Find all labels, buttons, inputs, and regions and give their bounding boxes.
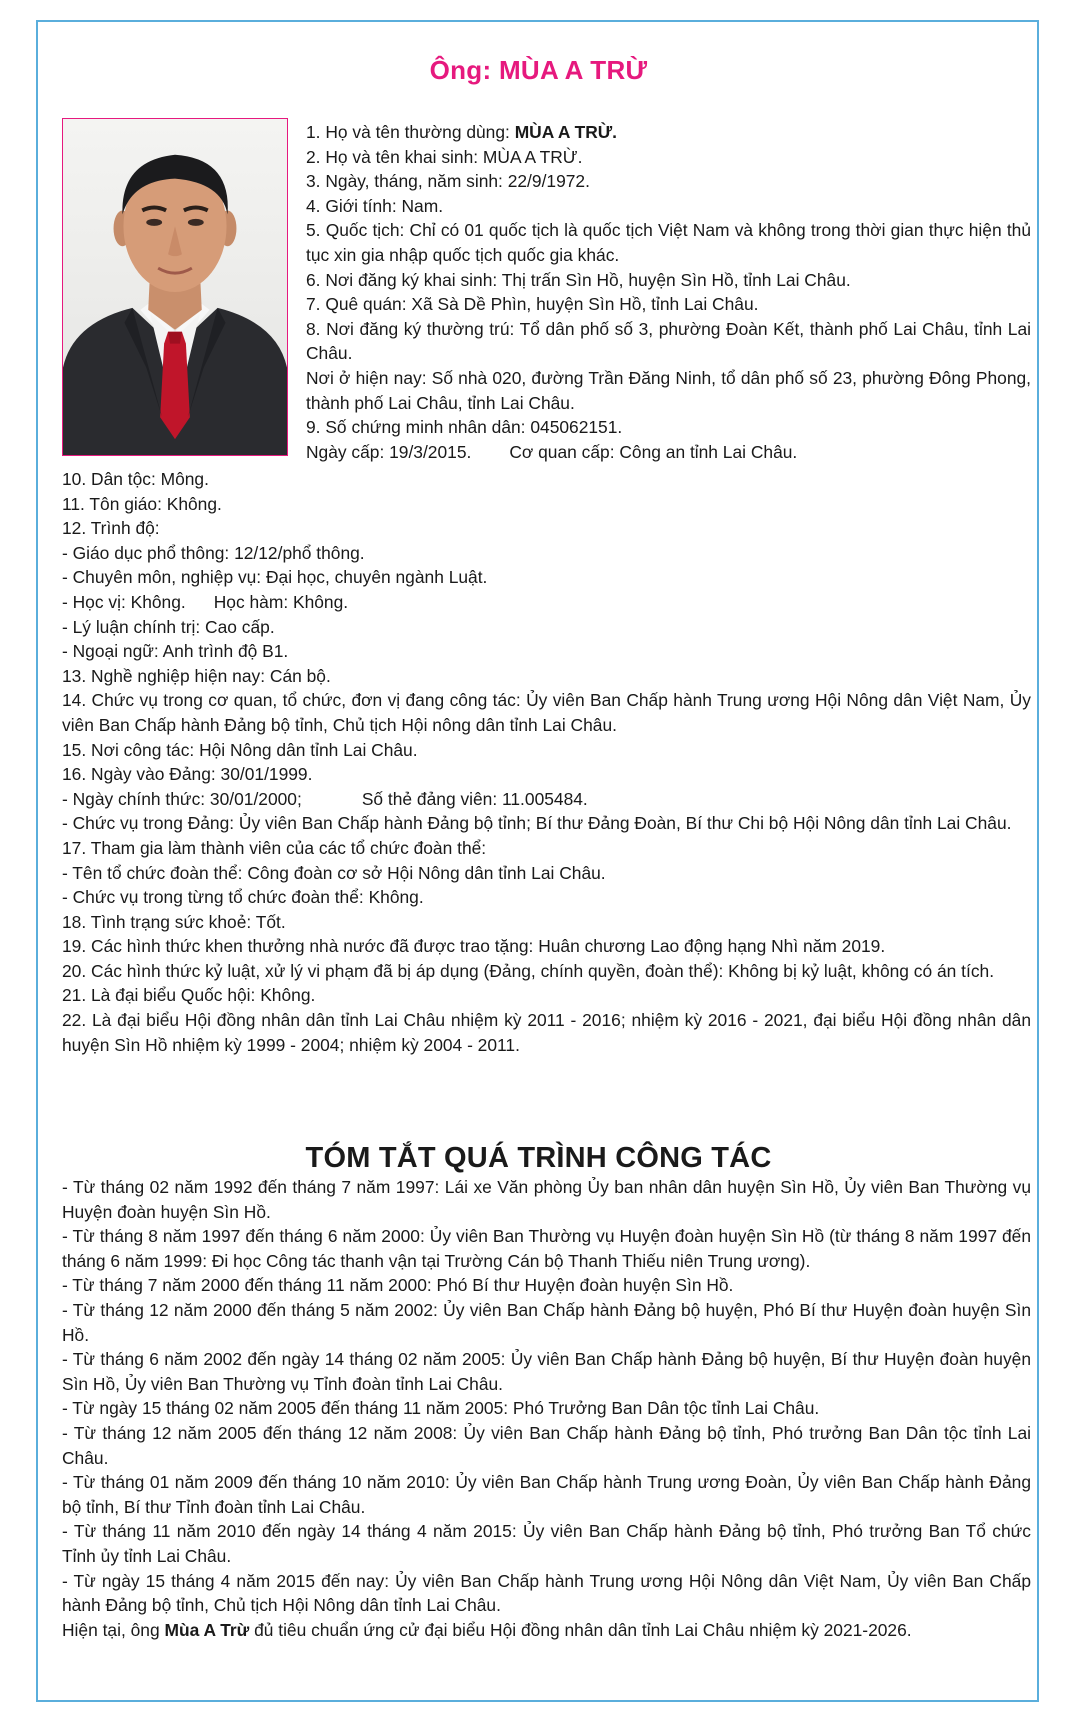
profile-line-12e: - Ngoại ngữ: Anh trình độ B1. [62, 641, 289, 662]
profile-line-17: 17. Tham gia làm thành viên của các tổ chức đoàn thể: [62, 837, 487, 858]
closing-suffix: đủ tiêu chuẩn ứng cử đại biểu Hội đồng nhân dân tỉnh Lai Châu nhiệm kỳ 2021-2026. [249, 1619, 912, 1640]
profile-line-8: 8. Nơi đăng ký thường trú: Tổ dân phố số 3, phường Đoàn Kết, thành phố Lai Châu, tỉnh Lai Châu. [306, 318, 1031, 364]
career-entry: - Từ tháng 01 năm 2009 đến tháng 10 năm 2010: Ủy viên Ban Chấp hành Trung ương Đoàn, Ủy viên Ban Chấp hành Đảng bộ tỉnh, Bí thư Tỉnh đoàn tỉnh Lai Châu. [62, 1472, 1031, 1517]
profile-line-12c [62, 590, 1031, 615]
profile-line-12d: - Lý luận chính trị: Cao cấp. [62, 616, 275, 637]
closing-prefix: Hiện tại, ông [62, 1619, 165, 1640]
profile-line-17b: - Chức vụ trong từng tổ chức đoàn thể: Không. [62, 887, 424, 908]
profile-line-9: 9. Số chứng minh nhân dân: 045062151. [306, 417, 623, 438]
career-entry: - Từ tháng 8 năm 1997 đến tháng 6 năm 2000: Ủy viên Ban Thường vụ Huyện đoàn huyện Sìn Hồ (từ tháng 8 năm 1997 đến tháng 6 năm 1999: Đi học Công tác thanh vận tại Trường Cán bộ Thanh Thiếu niên Trung ương). [62, 1226, 1031, 1271]
profile-line-21: 21. Là đại biểu Quốc hội: Không. [62, 985, 316, 1006]
profile-line-16: 16. Ngày vào Đảng: 30/01/1999. [62, 764, 313, 785]
profile-line-3: 3. Ngày, tháng, năm sinh: 22/9/1972. [306, 171, 590, 192]
profile-line-18: 18. Tình trạng sức khoẻ: Tốt. [62, 911, 286, 932]
profile-line-5: 5. Quốc tịch: Chỉ có 01 quốc tịch là quốc tịch Việt Nam và không trong thời gian thực hiện thủ tục xin gia nhập quốc tịch quốc gia khác. [306, 220, 1031, 265]
profile-line-20: 20. Các hình thức kỷ luật, xử lý vi phạm đã bị áp dụng (Đảng, chính quyền, đoàn thể): Không bị kỷ luật, không có án tích. [62, 960, 995, 981]
profile-line-10: 10. Dân tộc: Mông. [62, 469, 209, 489]
academic-title: Học hàm: Không. [213, 591, 349, 612]
career-entry: - Từ tháng 7 năm 2000 đến tháng 11 năm 2000: Phó Bí thư Huyện đoàn huyện Sìn Hồ. [62, 1275, 734, 1296]
profile-line-2: 2. Họ và tên khai sinh: MÙA A TRỪ. [306, 146, 583, 167]
profile-line-1 [306, 120, 1031, 145]
profile-line-15: 15. Nơi công tác: Hội Nông dân tỉnh Lai Châu. [62, 739, 418, 760]
profile-line-9-issue [306, 440, 1031, 465]
profile-line-13: 13. Nghề nghiệp hiện nay: Cán bộ. [62, 665, 331, 686]
career-entry: - Từ tháng 11 năm 2010 đến ngày 14 tháng 4 năm 2015: Ủy viên Ban Chấp hành Đảng bộ tỉnh, Phó trưởng Ban Tổ chức Tỉnh ủy tỉnh Lai Châu. [62, 1521, 1031, 1566]
career-entry: - Từ tháng 02 năm 1992 đến tháng 7 năm 1997: Lái xe Văn phòng Ủy ban nhân dân huyện Sìn Hồ, Ủy viên Ban Thường vụ Huyện đoàn huyện Sìn Hồ. [62, 1177, 1031, 1222]
profile-line-16a [62, 787, 1031, 812]
closing-name: Mùa A Trừ [164, 1619, 250, 1640]
closing-statement [62, 1618, 1031, 1643]
career-entry: - Từ tháng 12 năm 2005 đến tháng 12 năm 2008: Ủy viên Ban Chấp hành Đảng bộ tỉnh, Phó trưởng Ban Dân tộc tỉnh Lai Châu. [62, 1422, 1031, 1468]
profile-line-12a: - Giáo dục phổ thông: 12/12/phổ thông. [62, 542, 365, 563]
profile-label: 1. Họ và tên thường dùng: [306, 122, 515, 142]
profile-line-4: 4. Giới tính: Nam. [306, 195, 444, 216]
career-entry: - Từ ngày 15 tháng 02 năm 2005 đến tháng 11 năm 2005: Phó Trưởng Ban Dân tộc tỉnh Lai Châu. [62, 1398, 820, 1419]
career-entry: - Từ ngày 15 tháng 4 năm 2015 đến nay: Ủy viên Ban Chấp hành Trung ương Hội Nông dân Việt Nam, Ủy viên Ban Chấp hành Đảng bộ tỉnh, Chủ tịch Hội Nông dân tỉnh Lai Châu. [62, 1570, 1031, 1616]
profile-name: MÙA A TRỪ. [514, 122, 618, 142]
profile-line-8b: Nơi ở hiện nay: Số nhà 020, đường Trần Đăng Ninh, tổ dân phố số 23, phường Đông Phong, thành phố Lai Châu, tỉnh Lai Châu. [306, 367, 1031, 413]
portrait-photo [62, 118, 288, 456]
profile-line-12b: - Chuyên môn, nghiệp vụ: Đại học, chuyên ngành Luật. [62, 567, 488, 588]
profile-line-22: 22. Là đại biểu Hội đồng nhân dân tỉnh Lai Châu nhiệm kỳ 2011 - 2016; nhiệm kỳ 2016 - 2021, đại biểu Hội đồng nhân dân huyện Sìn Hồ nhiệm kỳ 1999 - 2004; nhiệm kỳ 2004 - 2011. [62, 1010, 1031, 1055]
career-entry: - Từ tháng 12 năm 2000 đến tháng 5 năm 2002: Ủy viên Ban Chấp hành Đảng bộ huyện, Phó Bí thư Huyện đoàn huyện Sìn Hồ. [62, 1299, 1031, 1345]
issue-date: Ngày cấp: 19/3/2015. [306, 441, 472, 462]
profile-line-7: 7. Quê quán: Xã Sà Dề Phìn, huyện Sìn Hồ, tỉnh Lai Châu. [306, 294, 759, 315]
profile-line-14: 14. Chức vụ trong cơ quan, tổ chức, đơn vị đang công tác: Ủy viên Ban Chấp hành Trung ương Hội Nông dân Việt Nam, Ủy viên Ban Chấp hành Đảng bộ tỉnh, Chủ tịch Hội nông dân tỉnh Lai Châu. [62, 690, 1031, 735]
degree: - Học vị: Không. [62, 591, 186, 612]
profile-line-17a: - Tên tổ chức đoàn thể: Công đoàn cơ sở Hội Nông dân tỉnh Lai Châu. [62, 862, 606, 883]
page-title: Ông: MÙA A TRỪ [429, 55, 648, 85]
official-date: - Ngày chính thức: 30/01/2000; [62, 788, 302, 809]
career-entry: - Từ tháng 6 năm 2002 đến ngày 14 tháng 02 năm 2005: Ủy viên Ban Chấp hành Đảng bộ huyện, Bí thư Huyện đoàn huyện Sìn Hồ, Ủy viên Ban Thường vụ Tỉnh đoàn tỉnh Lai Châu. [62, 1349, 1031, 1394]
profile-line-12: 12. Trình độ: [62, 518, 160, 539]
career-section-title: TÓM TẮT QUÁ TRÌNH CÔNG TÁC [305, 1142, 772, 1174]
profile-top-section [306, 120, 1031, 464]
party-card-number: Số thẻ đảng viên: 11.005484. [361, 788, 588, 809]
portrait-illustration [63, 119, 287, 455]
issue-agency: Cơ quan cấp: Công an tỉnh Lai Châu. [509, 441, 798, 462]
career-section [62, 1175, 1031, 1642]
profile-line-16b: - Chức vụ trong Đảng: Ủy viên Ban Chấp hành Đảng bộ tỉnh; Bí thư Đảng Đoàn, Bí thư Chi bộ Hội Nông dân tỉnh Lai Châu. [62, 813, 1012, 834]
profile-line-6: 6. Nơi đăng ký khai sinh: Thị trấn Sìn Hồ, huyện Sìn Hồ, tỉnh Lai Châu. [306, 269, 851, 290]
profile-line-19: 19. Các hình thức khen thưởng nhà nước đã được trao tặng: Huân chương Lao động hạng Nhì năm 2019. [62, 936, 886, 957]
profile-rest-section [62, 467, 1031, 1057]
profile-line-11: 11. Tôn giáo: Không. [62, 493, 222, 514]
